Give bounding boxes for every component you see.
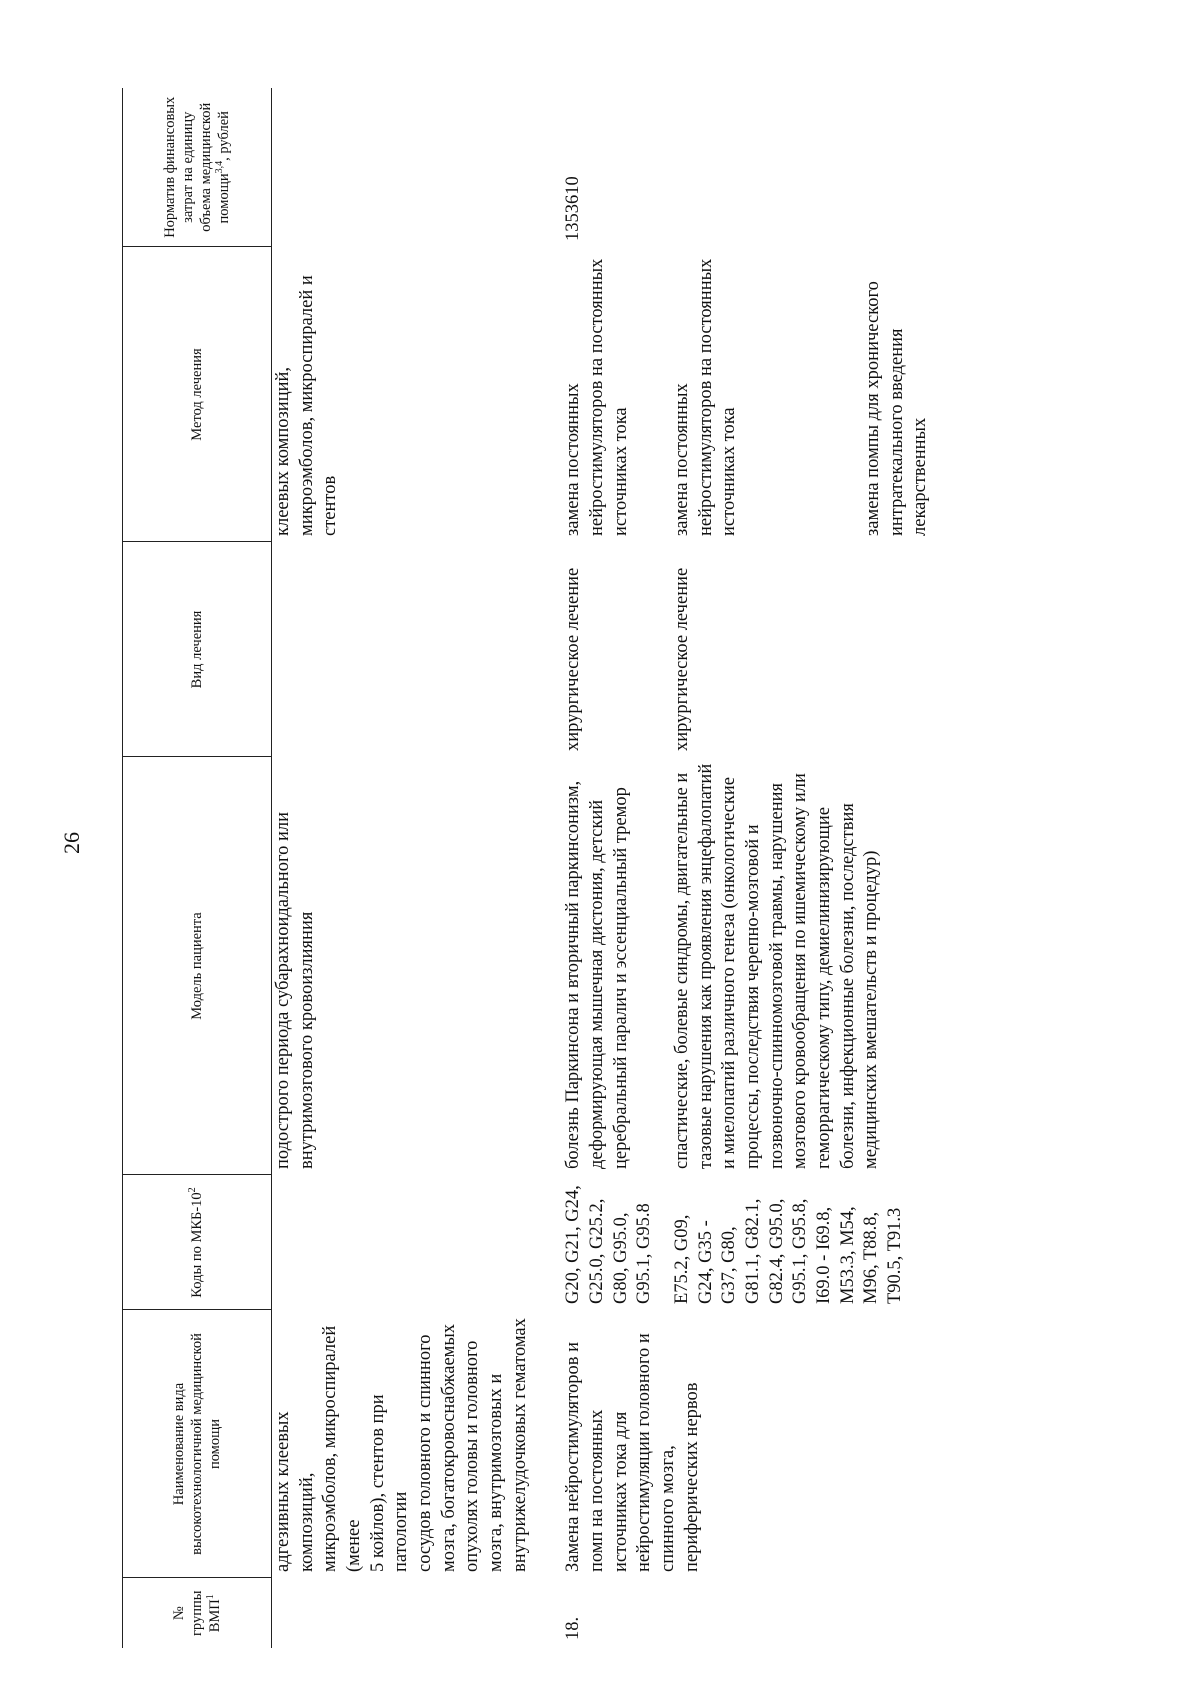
name-line: внутрижелудочковых гематомах	[509, 1318, 530, 1572]
header-norm: Норматив финансовых затрат на единицу объема медицинской помощи$^{3,4}$, рублей	[123, 88, 272, 247]
name-line: адгезивных клеевых композиций,	[273, 1411, 317, 1572]
cell-codes	[272, 1175, 559, 1310]
header-model: Модель пациента	[123, 757, 272, 1175]
cell-model: болезнь Паркинсона и вторичный паркинсонизм, деформирующая мышечная дистония, детский церебральный паралич и эссенциальный тремор	[563, 780, 631, 1169]
cell-treatment-type: хирургическое лечение	[563, 567, 584, 751]
cell-name: Замена нейростимуляторов и помп на постоянных источниках тока для нейростимуляции головного и спинного мозга, периферических нервов	[563, 1333, 702, 1572]
cell-model: подострого периода субарахноидального или внутримозгового кровоизлияния	[273, 812, 317, 1169]
cell-name	[272, 1310, 559, 1578]
cell-number: 18.	[563, 1616, 584, 1640]
cell-norm: 1353610	[563, 176, 584, 241]
method-text: замена постоянных нейростимуляторов на постоянных источниках тока	[672, 258, 740, 536]
header-name: Наименование вида высокотехнологичной медицинской помощи	[123, 1310, 272, 1578]
rotated-table-sheet	[122, 88, 1082, 1648]
cell-treatment-type	[272, 542, 559, 757]
cell-model: спастические, болевые синдромы, двигательные и тазовые нарушения как проявления энцефалопатий и миелопатий различного генеза (онкологические процессы, последствия черепно-мозговой и позвоночно-спинномозговой травмы, нарушения мозгового кровообращения по ишемическому или геморрагическому типу, демиелинизирующие болезни, инфекционные болезни, последствия медицинских вмешательств и процедур)	[672, 763, 882, 1169]
header-codes: Коды по МКБ-$10^2$	[123, 1175, 272, 1310]
table-row	[558, 88, 667, 1648]
vmp-table	[122, 88, 943, 1648]
cell-method: замена постоянных нейростимуляторов на постоянных источниках тока	[563, 258, 631, 536]
header-treatment-type: Вид лечения	[123, 542, 272, 757]
cell-method: клеевых композиций, микроэмболов, микроспиралей и стентов	[273, 275, 341, 536]
table-row	[272, 88, 559, 1648]
method-text: замена помпы для хронического интратекального введения лекарственных	[863, 281, 931, 536]
name-line: опухолях головы и головного	[462, 1340, 483, 1572]
header-group-no: № группы ВМП$^1$	[123, 1578, 272, 1648]
cell-norm	[272, 88, 559, 247]
name-line: мозга, богатокровоснабжаемых	[438, 1323, 459, 1572]
name-line: 5 койлов), стентов при патологии	[367, 1394, 412, 1572]
page-number: 26	[59, 832, 84, 854]
table-header-row	[123, 88, 272, 1648]
name-line: мозга, внутримозговых и	[486, 1373, 507, 1572]
cell-treatment-type: хирургическое лечение	[672, 567, 693, 751]
header-method: Метод лечения	[123, 247, 272, 542]
cell-method	[667, 247, 943, 542]
cell-number	[272, 1578, 559, 1648]
cell-codes: G20, G21, G24, G25.0, G25.2, G80, G95.0, G95.1, G95.8	[563, 1185, 655, 1304]
cell-codes: E75.2, G09, G24, G35 - G37, G80, G81.1, G82.1, G82.4, G95.0, G95.1, G95.8, I69.0 - I69.8, M53.3, M54, M96, T88.8, T90.5, T91.3	[672, 1198, 906, 1304]
name-line: микроэмболов, микроспиралей	[320, 1325, 341, 1572]
name-line: (менее	[344, 1519, 365, 1572]
name-line: сосудов головного и спинного	[415, 1334, 436, 1572]
